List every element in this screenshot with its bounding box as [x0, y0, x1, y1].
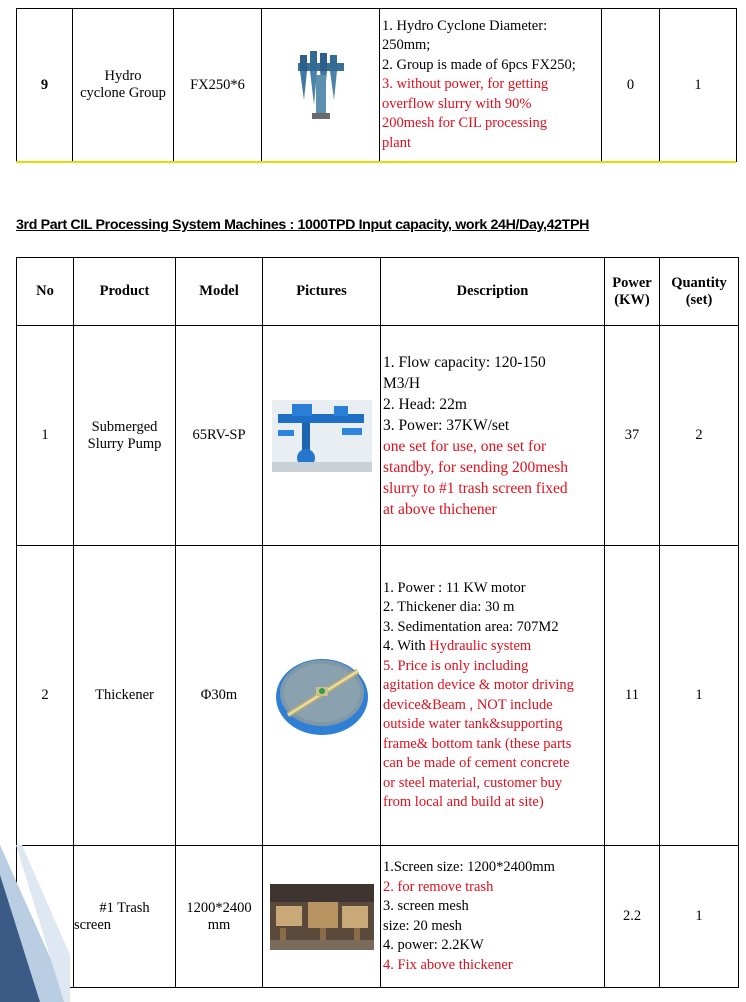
desc-red-lines	[382, 75, 601, 153]
row-model: FX250*6	[174, 9, 262, 162]
header-model: Model	[176, 258, 263, 326]
desc-line: 4. power: 2.2KW	[383, 937, 484, 953]
desc-line: can be made of cement concrete	[383, 755, 570, 771]
row-model: Φ30m	[176, 546, 263, 846]
row-quantity: 1	[660, 9, 737, 162]
desc-text-red: device&Beam ,	[383, 696, 477, 713]
decorative-corner-shape	[0, 845, 70, 1002]
header-quantity-line: Quantity	[671, 274, 727, 291]
desc-line: 3. screen mesh	[383, 898, 469, 914]
desc-line: 2. Thickener dia: 30 m	[383, 599, 515, 615]
header-pictures: Pictures	[263, 258, 381, 326]
model-line: mm	[207, 916, 231, 933]
desc-line: 200mesh for CIL processing	[382, 115, 547, 132]
desc-line: from local and build at site)	[383, 794, 544, 810]
row-quantity: 2	[660, 326, 739, 546]
row-no: 9	[17, 9, 73, 162]
top-equipment-table	[16, 8, 737, 162]
desc-line: 3. without power, for getting	[382, 76, 549, 93]
row-product	[73, 9, 174, 162]
row-description	[380, 9, 602, 162]
desc-black-lines	[382, 17, 601, 76]
trash-screen-image	[270, 884, 374, 950]
header-no: No	[17, 258, 74, 326]
row-product: Thickener	[74, 546, 176, 846]
row-quantity: 1	[660, 846, 739, 988]
row-no: 1	[17, 326, 74, 546]
desc-line: at above thichener	[383, 500, 497, 518]
desc-line: 1.Screen size: 1200*2400mm	[383, 859, 555, 875]
row-model: 65RV-SP	[176, 326, 263, 546]
desc-line: 5. Price is only including	[383, 657, 529, 674]
product-line: #1 Trash	[99, 899, 150, 916]
table-row	[17, 326, 739, 546]
desc-line: 3. Power: 37KW/set	[383, 416, 510, 434]
row-description	[381, 846, 605, 988]
row-picture	[263, 326, 381, 546]
desc-line: 3. Sedimentation area: 707M2	[383, 618, 559, 635]
product-line: cyclone Group	[80, 85, 166, 101]
desc-line: outside water tank&supporting	[383, 716, 563, 732]
header-product: Product	[74, 258, 176, 326]
desc-line	[383, 637, 604, 657]
row-no: 2	[17, 546, 74, 846]
row-picture	[263, 846, 381, 988]
row-power: 11	[605, 546, 660, 846]
desc-line: 1. Hydro Cyclone Diameter:	[382, 17, 548, 34]
desc-line: plant	[382, 134, 411, 151]
desc-line: agitation device & motor driving	[383, 677, 574, 693]
row-description	[381, 326, 605, 546]
header-power-unit: (KW)	[614, 291, 650, 308]
row-model	[176, 846, 263, 988]
table-row	[17, 846, 739, 988]
desc-text: 4. With	[383, 638, 430, 654]
header-power	[605, 258, 660, 326]
product-line: screen	[74, 916, 112, 933]
product-line: Hydro	[104, 68, 142, 84]
row-picture	[263, 546, 381, 846]
yellow-rule	[16, 161, 736, 163]
row-power: 2.2	[605, 846, 660, 988]
cil-equipment-table	[16, 257, 739, 988]
table-row	[17, 9, 737, 162]
desc-lines	[383, 858, 604, 975]
desc-line	[383, 696, 604, 716]
thickener-image	[272, 651, 372, 741]
row-picture	[262, 9, 380, 162]
product-line: Submerged	[91, 418, 158, 435]
row-product	[74, 846, 176, 988]
desc-line: standby, for sending 200mesh	[383, 458, 568, 476]
desc-line: 2. Group is made of 6pcs FX250;	[382, 56, 576, 73]
header-description: Description	[381, 258, 605, 326]
desc-line: 1. Power : 11 KW motor	[383, 579, 526, 596]
row-description	[381, 546, 605, 846]
desc-line: 2. Head: 22m	[383, 395, 467, 413]
desc-text: NOT include	[476, 696, 553, 713]
desc-line: or steel material, customer buy	[383, 774, 563, 791]
header-quantity	[660, 258, 739, 326]
row-product	[74, 326, 176, 546]
desc-line: 4. Fix above thickener	[383, 956, 513, 973]
row-power: 0	[602, 9, 660, 162]
section-title: 3rd Part CIL Processing System Machines : 1000TPD Input capacity, work 24H/Day,42TPH	[16, 217, 589, 233]
desc-line: overflow slurry with 90%	[382, 95, 532, 112]
desc-line: M3/H	[383, 374, 421, 392]
header-quantity-unit: (set)	[685, 291, 713, 308]
desc-line: 1. Flow capacity: 120-150	[383, 353, 546, 371]
desc-line: 2. for remove trash	[383, 878, 494, 895]
desc-line: frame& bottom tank (these parts	[383, 735, 572, 752]
table-header-row	[17, 258, 739, 326]
desc-text-red: Hydraulic system	[429, 638, 532, 654]
desc-line: one set for use, one set for	[383, 437, 547, 455]
row-power: 37	[605, 326, 660, 546]
row-quantity: 1	[660, 546, 739, 846]
slurry-pump-image	[272, 400, 372, 472]
table-row	[17, 546, 739, 846]
desc-line: size: 20 mesh	[383, 917, 462, 934]
header-power-line: Power	[612, 274, 652, 291]
product-line: Slurry Pump	[87, 435, 162, 452]
desc-line: 250mm;	[382, 37, 431, 54]
hydrocyclone-group-image	[292, 45, 350, 125]
model-line: 1200*2400	[186, 899, 252, 916]
desc-line: slurry to #1 trash screen fixed	[383, 479, 568, 497]
